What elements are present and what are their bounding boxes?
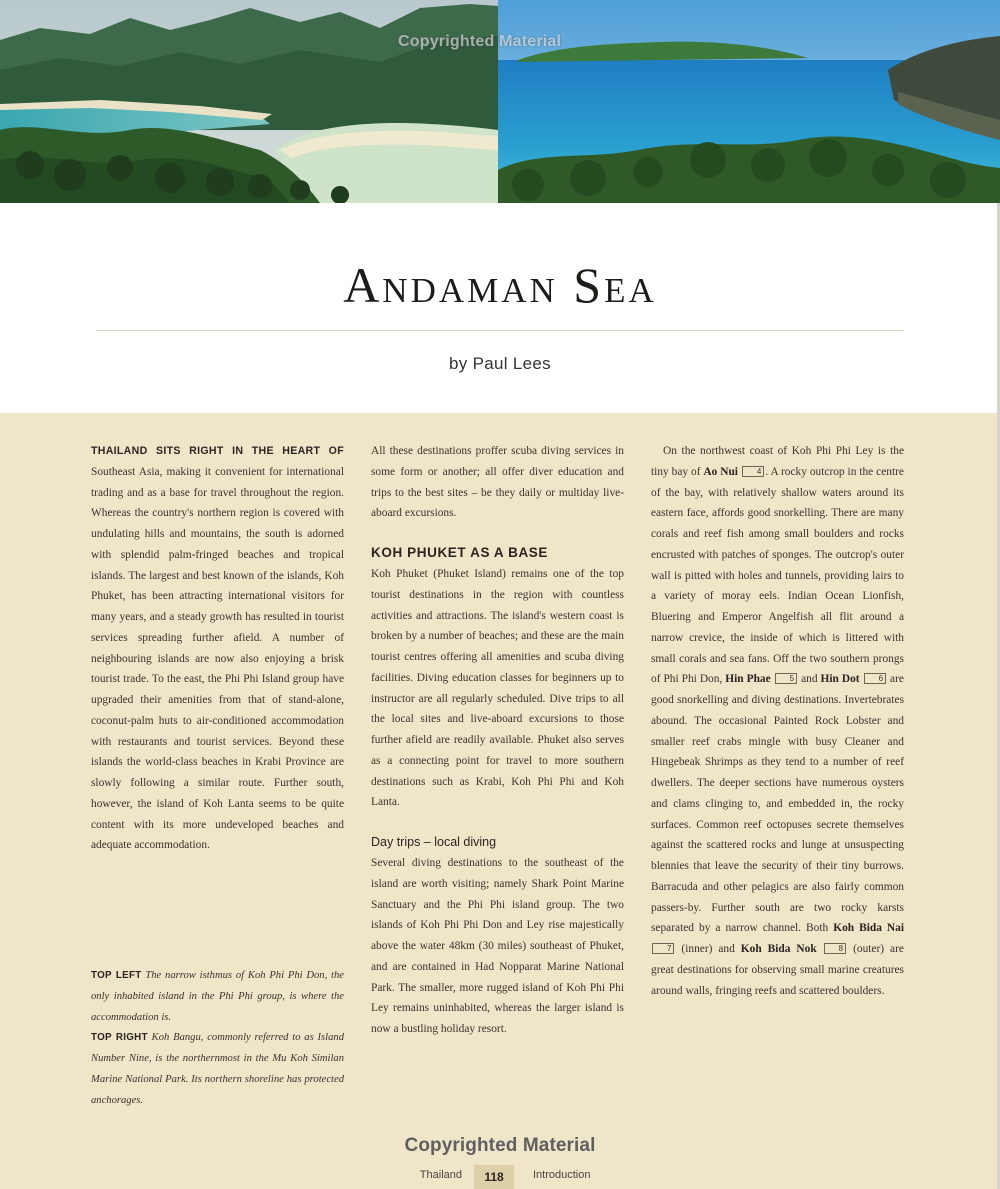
title-block (0, 203, 1000, 413)
site-number-5: 5 (775, 673, 797, 684)
article-body (0, 413, 1000, 1189)
photo-captions (91, 966, 344, 1111)
island-photo-illustration (498, 0, 1000, 203)
text-run: and (801, 673, 818, 686)
site-name-hin-dot: Hin Dot (820, 673, 860, 686)
site-name-hin-phae: Hin Phae (725, 673, 771, 686)
intro-paragraph (91, 441, 344, 856)
column-3 (651, 441, 904, 1001)
site-number-4: 4 (742, 466, 764, 477)
caption-top-left (91, 966, 344, 1028)
dive-sites-paragraph (651, 441, 904, 1001)
text-run: (outer) are great destinations for observing small marine creatures around walls, fringing reefs and scattered boulders. (651, 943, 904, 997)
section-heading-koh-phuket: KOH PHUKET AS A BASE (371, 545, 549, 560)
paragraph-day-trips: Several diving destinations to the southeast of the island are worth visiting; namely Shark Point Marine Sanctuary and the Phi Phi island group. The two islands of Koh Phi Phi Don and Ley rise majestically above the water 48km (30 miles) southeast of Phuket, and are contained in Had Nopparat Marine National Park. The smaller, more rugged island of Koh Phi Phi Ley remains uninhabited, whereas the larger island is now a bustling holiday resort. (371, 857, 624, 1035)
photo-koh-bangu (498, 0, 1000, 203)
page-number: 118 (474, 1165, 514, 1189)
intro-text: Southeast Asia, making it convenient for international trading and as a base for travel throughout the region. Whereas the country's northern region is covered with undulating hills and mountains, the south is adorned with splendid palm-fringed beaches and tropical islands. The largest and best known of the islands, Koh Phuket, has been attracting international visitors for many years, and a steady growth has resulted in tourist services spreading further afield. A number of neighbouring islands are now also enjoying a brisk tourist trade. To the east, the Phi Phi Island group have upgraded their amenities from that of stand-alone, coconut-palm huts to air-conditioned accommodation with restaurants and tourist services. Beyond these islands the world-class beaches in Krabi Province are slowly following a similar route. Further south, however, the island of Koh Lanta seems to be quite content with its more undeveloped beaches and adequate accommodation. (91, 465, 344, 852)
title-divider (96, 330, 904, 331)
footer-book-title: Thailand (419, 1169, 462, 1181)
text-run: are good snorkelling and diving destinations. Invertebrates abound. The occasional Painted Rock Lobster and smaller reef crabs mingle with busy Cleaner and Hingebeak Shrimps as they tend to a number of reef dwellers. The deeper sections have numerous oysters and clams clinging to, and embedded in, the rocky surfaces. Common reef octopuses secrete themselves against the scattered rocks and lunge at unsuspecting blennies that leave the security of their tiny burrows. Barracuda and other pelagics are also fairly common passers-by. Further south are two rocky karsts separated by a narrow channel. Both (651, 673, 904, 935)
page-footer (0, 1165, 1000, 1189)
site-number-7: 7 (652, 943, 674, 954)
subheading-day-trips: Day trips – local diving (371, 835, 497, 849)
section-paragraph-koh-phuket: Koh Phuket (Phuket Island) remains one of the top tourist destinations in the region with countless activities and attractions. The island's western coast is broken by a number of beaches; and these are the main tourist centres offering all amenities and scuba diving facilities. Diving education classes for beginners up to instructor are all regularly scheduled. Dive trips to all the local sites and live-aboard excursions to those further afield are readily available. Phuket also serves as a connecting point for travel to more southern destinations such as Krabi, Koh Phi Phi and Koh Lanta. (371, 568, 624, 809)
site-number-8: 8 (824, 943, 846, 954)
caption-text-top-left: The narrow isthmus of Koh Phi Phi Don, the only inhabited island in the Phi Phi group, is where the accommodation is. (91, 970, 344, 1023)
photo-phi-phi-isthmus (0, 0, 498, 203)
caption-text-top-right: Koh Bangu, commonly referred to as Island Number Nine, is the northernmost in the Mu Koh Similan Marine National Park. Its northern shoreline has protected anchorages. (91, 1032, 344, 1106)
footer-section-name: Introduction (533, 1169, 591, 1181)
column-2 (371, 441, 624, 1040)
column-2-intro: All these destinations proffer scuba diving services in some form or another; all offer diver education and trips to the best sites – be they daily or multiday live-aboard excursions. (371, 445, 624, 520)
column-1 (91, 441, 344, 856)
lead-in-caps: THAILAND SITS RIGHT IN THE HEART OF (91, 445, 344, 457)
isthmus-photo-illustration (0, 0, 498, 203)
photo-banner (0, 0, 1000, 203)
site-name-ao-nui: Ao Nui (703, 465, 738, 478)
caption-label-top-left: TOP LEFT (91, 970, 142, 981)
site-name-koh-bida-nok: Koh Bida Nok (740, 943, 817, 955)
copyright-watermark-top: Copyrighted Material (398, 33, 562, 50)
site-name-koh-bida-nai: Koh Bida Nai (833, 922, 904, 935)
caption-top-right (91, 1028, 344, 1111)
author-byline: by Paul Lees (449, 354, 551, 373)
caption-label-top-right: TOP RIGHT (91, 1032, 148, 1044)
text-run: (inner) and (681, 943, 735, 955)
text-run: . A rocky outcrop in the centre of the bay, with relatively shallow waters around its eastern face, affords good snorkelling. There are many corals and reef fish among small boulders and rocks encrusted with patches of sponges. The outcrop's outer wall is pitted with holes and tunnels, providing lairs to a variety of moray eels. Indian Ocean Lionfish, Bluering and Emperor Angelfish all flit around a narrow crevice, the inside of which is littered with small corals and sea fans. Off the two southern prongs of Phi Phi Don, (651, 465, 904, 686)
site-number-6: 6 (864, 673, 886, 684)
page-title: Andaman Sea (343, 257, 657, 313)
copyright-watermark-bottom: Copyrighted Material (404, 1135, 596, 1156)
text-run: On the northwest coast of Koh Phi Phi Ley is the tiny bay of (651, 445, 904, 478)
